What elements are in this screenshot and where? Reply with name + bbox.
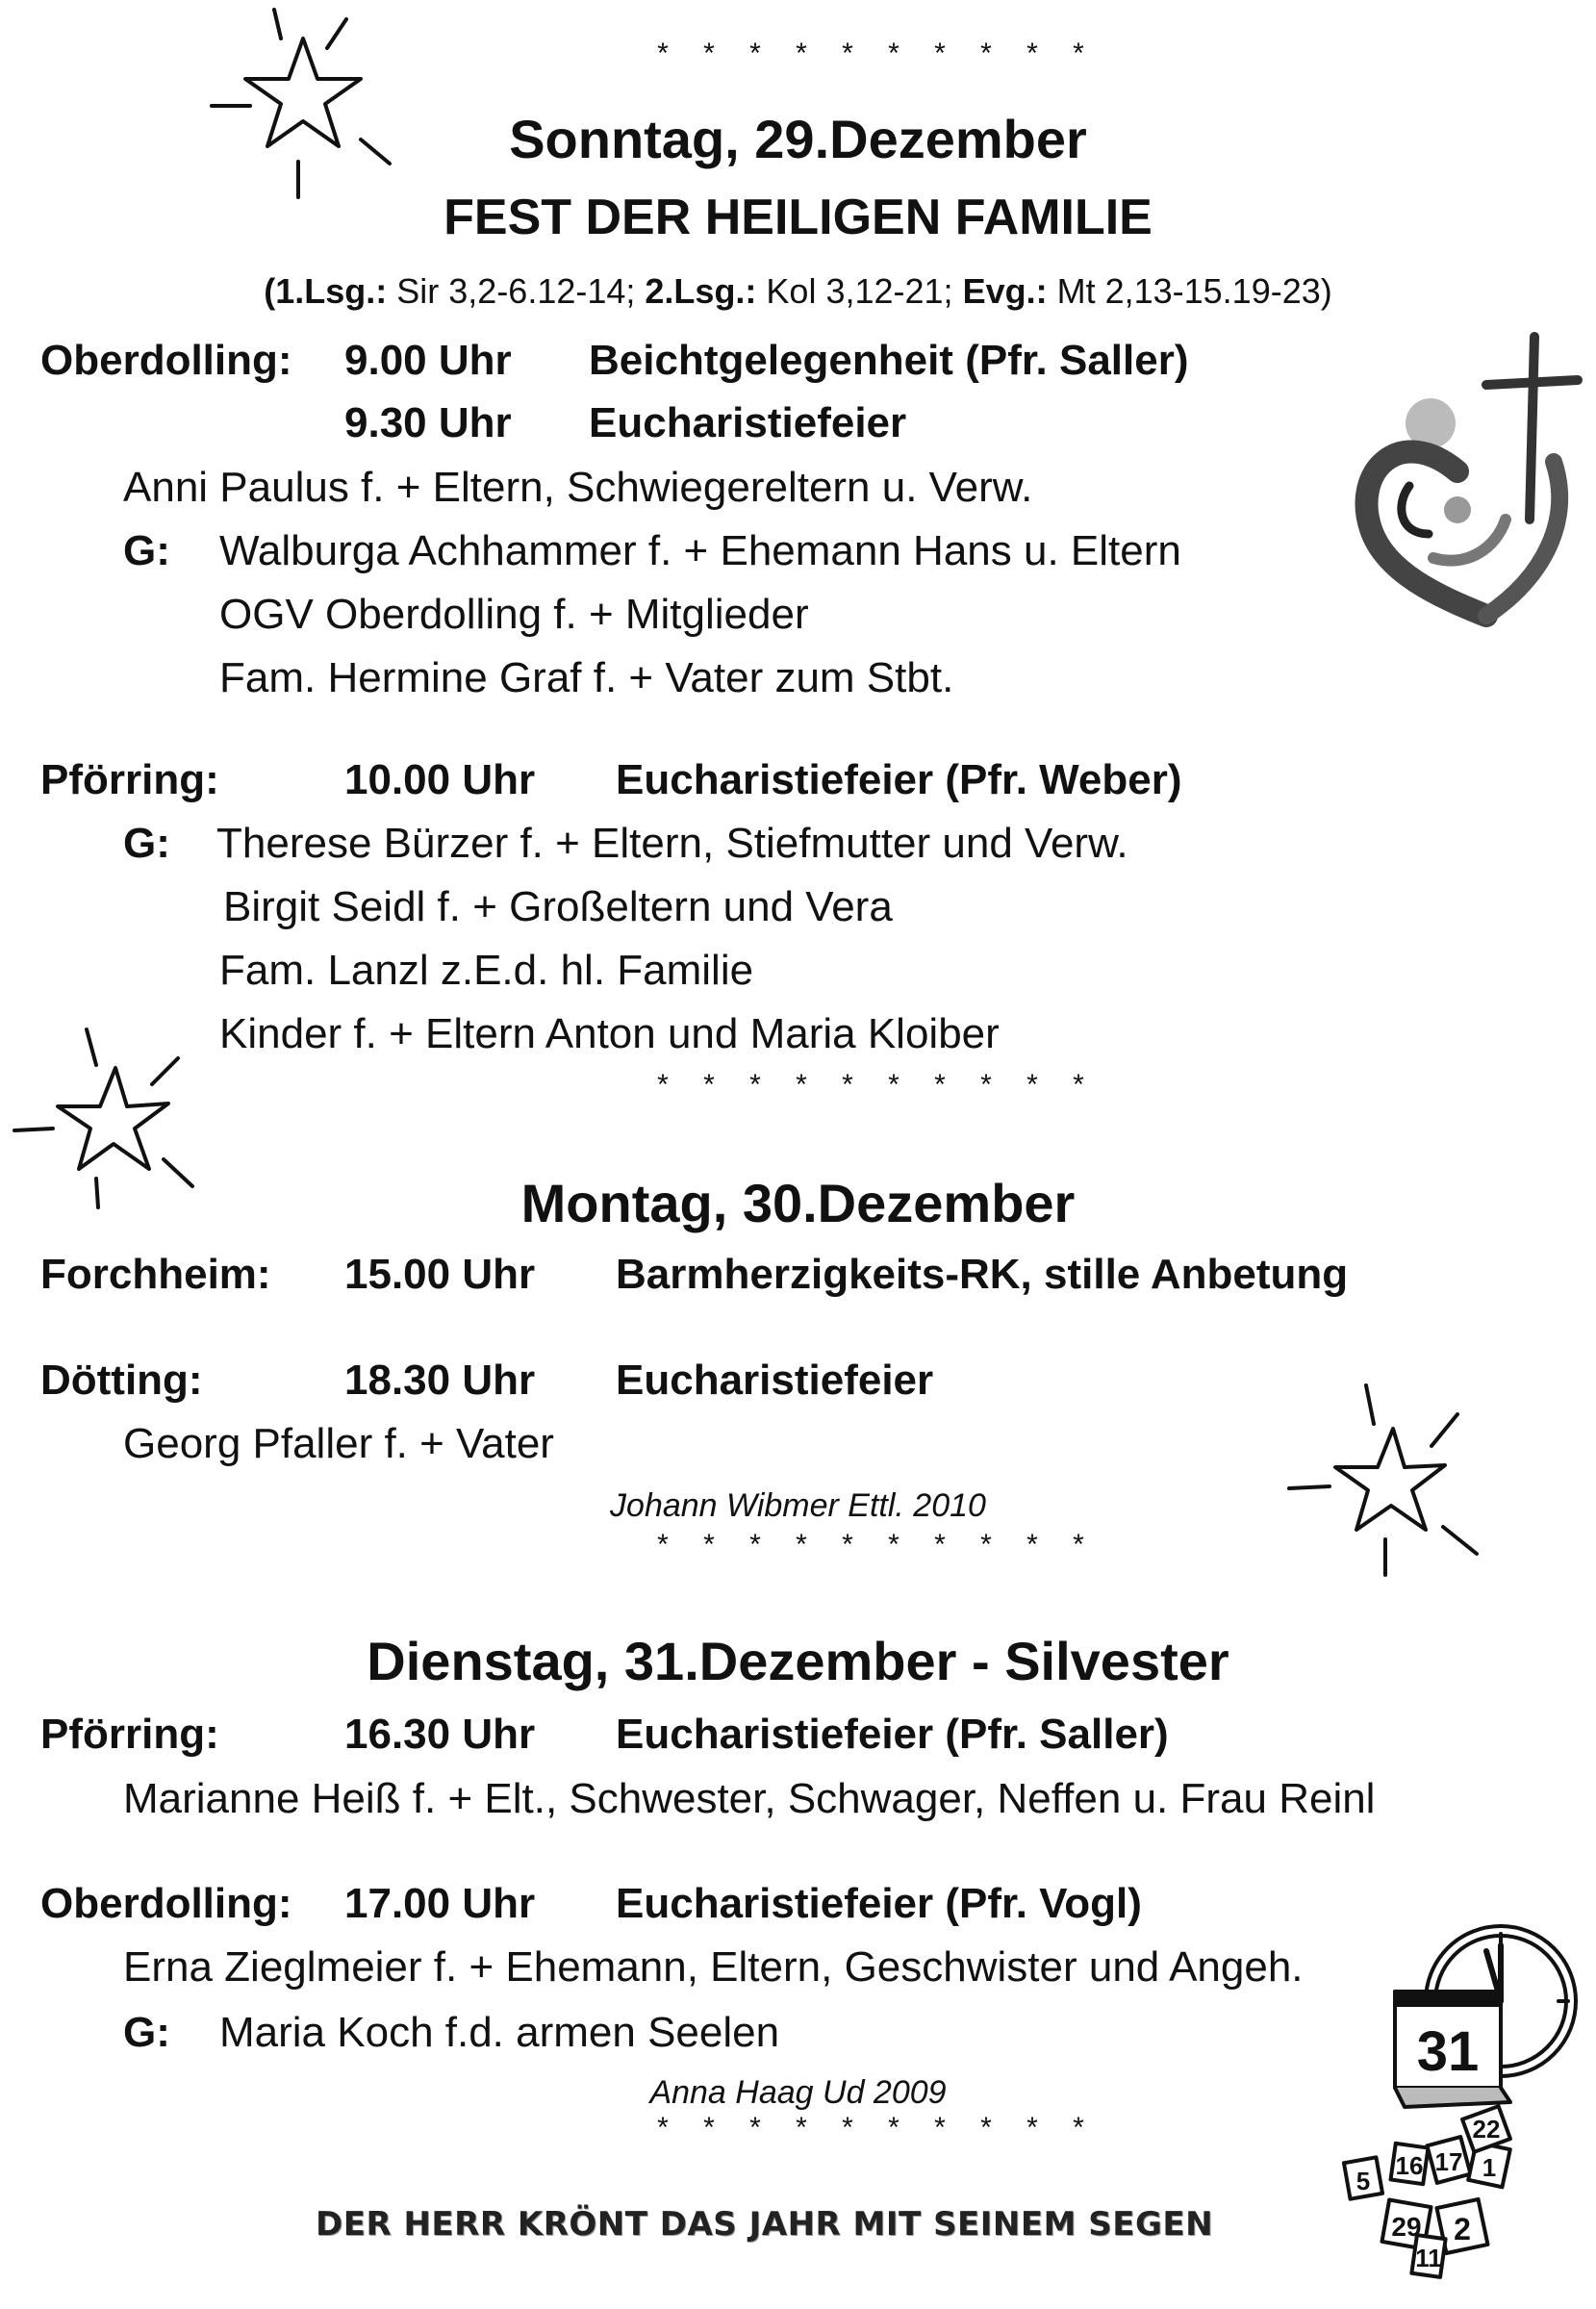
mass-event: Barmherzigkeits-RK, stille Anbetung [616,1251,1349,1298]
mass-intention: OGV Oberdolling f. + Mitglieder [219,591,809,638]
separator: * * * * * * * * * * [654,1072,1094,1104]
mass-time: 10.00 Uhr [344,756,536,803]
calendar-loose-day: 5 [1355,2167,1371,2195]
place-pfoerring: Pförring: [40,756,219,803]
calendar-loose-day: 2 [1454,2212,1471,2246]
mass-intention: Walburga Achhammer f. + Ehemann Hans u. Eltern [219,527,1181,574]
mass-event: Eucharistiefeier (Pfr. Vogl) [616,1880,1142,1927]
readings-open: ( [264,271,276,311]
star-doodle-icon [202,0,404,212]
reading1-ref: Sir 3,2-6.12-14; [387,271,646,311]
mass-intention: Anni Paulus f. + Eltern, Schwiegereltern u. Verw. [123,464,1033,511]
calendar-loose-day: 29 [1391,2212,1422,2242]
place-doetting: Dötting: [40,1357,203,1404]
credit-line: Anna Haag Ud 2009 [649,2074,947,2111]
mass-event: Eucharistiefeier [589,399,907,446]
gospel-ref: Mt 2,13-15.19-23) [1047,271,1332,311]
g-label: G: [123,820,170,867]
heart-cross-logo-icon [1342,327,1583,645]
mass-intention: Therese Bürzer f. + Eltern, Stiefmutter und Verw. [216,820,1128,867]
mass-intention: Marianne Heiß f. + Elt., Schwester, Schwager, Neffen u. Frau Reinl [123,1775,1376,1822]
day-heading-sunday: Sonntag, 29.Dezember [509,109,1087,169]
separator: * * * * * * * * * * [654,40,1094,73]
calendar-loose-day: 22 [1472,2115,1501,2144]
g-label: G: [123,2009,170,2056]
reading1-label: 1.Lsg.: [275,271,388,311]
mass-intention: Birgit Seidl f. + Großeltern und Vera [223,883,893,930]
mass-event: Eucharistiefeier [616,1357,934,1404]
mass-intention: Maria Koch f.d. armen Seelen [219,2009,780,2056]
day-heading-monday: Montag, 30.Dezember [520,1173,1076,1233]
separator: * * * * * * * * * * [654,2115,1094,2147]
footer-motto: DER HERR KRÖNT DAS JAHR MIT SEINEM SEGEN [316,2205,1214,2244]
mass-event: Beichtgelegenheit (Pfr. Saller) [589,337,1189,384]
mass-time: 9.00 Uhr [344,337,512,384]
calendar-loose-day: 1 [1482,2153,1497,2182]
day-heading-tuesday: Dienstag, 31.Dezember - Silvester [367,1631,1229,1691]
mass-intention: Erna Zieglmeier f. + Ehemann, Eltern, Geschwister und Angeh. [123,1943,1304,1991]
readings-line [0,271,1596,312]
calendar-loose-day: 11 [1415,2244,1442,2272]
feast-title: FEST DER HEILIGEN FAMILIE [443,190,1153,245]
mass-time: 15.00 Uhr [344,1251,536,1298]
mass-intention: Fam. Lanzl z.E.d. hl. Familie [219,947,754,994]
mass-event: Eucharistiefeier (Pfr. Weber) [616,756,1182,803]
mass-intention: Kinder f. + Eltern Anton und Maria Kloiber [219,1010,1000,1057]
reading2-ref: Kol 3,12-21; [756,271,963,311]
g-label: G: [123,527,170,574]
calendar-loose-day: 16 [1395,2151,1424,2180]
place-forchheim: Forchheim: [40,1251,271,1298]
place-oberdolling: Oberdolling: [40,337,292,384]
mass-time: 18.30 Uhr [344,1357,536,1404]
mass-intention: Fam. Hermine Graf f. + Vater zum Stbt. [219,654,954,701]
star-doodle-icon [10,1015,202,1217]
calendar-big-day: 31 [1416,2020,1480,2083]
gospel-label: Evg.: [962,271,1048,311]
mass-intention: Georg Pfaller f. + Vater [123,1420,554,1467]
mass-event: Eucharistiefeier (Pfr. Saller) [616,1711,1169,1758]
mass-time: 9.30 Uhr [344,399,512,446]
calendar-loose-day: 17 [1434,2147,1463,2176]
credit-line: Johann Wibmer Ettl. 2010 [610,1487,986,1524]
reading2-label: 2.Lsg.: [645,271,757,311]
place-oberdolling: Oberdolling: [40,1880,292,1927]
mass-time: 17.00 Uhr [344,1880,536,1927]
place-pfoerring: Pförring: [40,1711,219,1758]
separator: * * * * * * * * * * [654,1532,1094,1564]
mass-time: 16.30 Uhr [344,1711,536,1758]
star-doodle-icon [1279,1371,1491,1583]
calendar-clock-icon [1328,1886,1587,2299]
